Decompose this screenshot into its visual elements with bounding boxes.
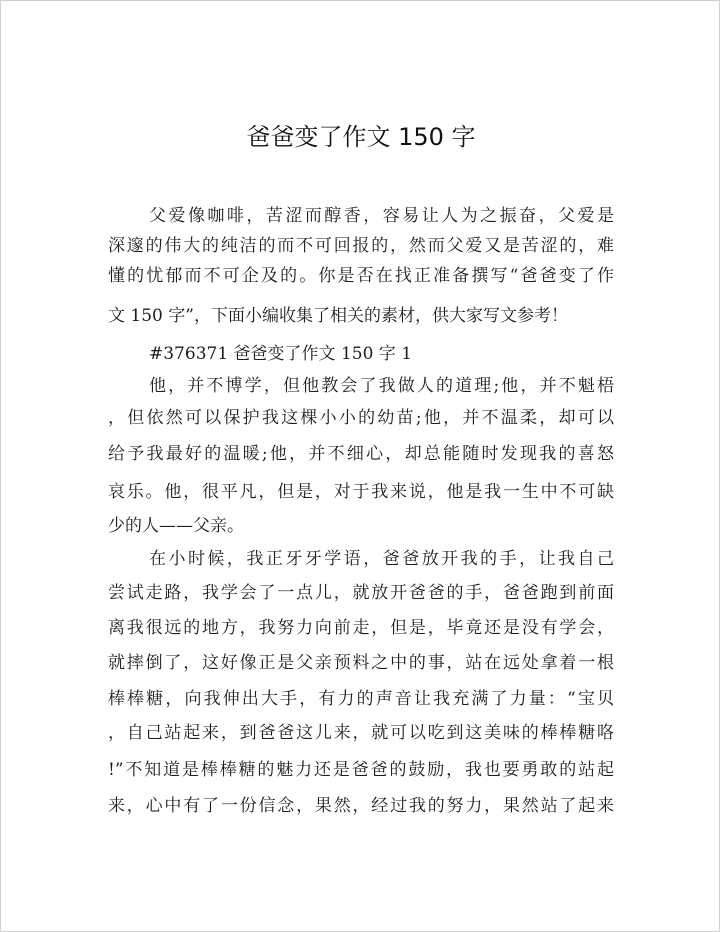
paragraph-line: 懂的忧郁而不可企及的。你是否在找正准备撰写“爸爸变了作 — [108, 266, 614, 286]
section-heading: #376371 爸爸变了作文 150 字 1 — [149, 344, 413, 364]
paragraph-line: 离我很远的地方，我努力向前走，但是，毕竟还是没有学会， — [108, 618, 614, 638]
paragraph-line: ，但依然可以保护我这棵小小的幼苗;他，并不温柔，却可以 — [108, 408, 614, 428]
paragraph-line: 尝试走路，我学会了一点儿，就放开爸爸的手，爸爸跑到前面 — [108, 583, 614, 603]
paragraph-line: 棒棒糖，向我伸出大手，有力的声音让我充满了力量：“宝贝 — [108, 689, 614, 709]
document-title: 爸爸变了作文 150 字 — [246, 123, 476, 151]
paragraph-line: 父爱像咖啡，苦涩而醇香，容易让人为之振奋，父爱是 — [149, 206, 614, 226]
paragraph-line: 哀乐。他，很平凡，但是，对于我来说，他是我一生中不可缺 — [108, 482, 614, 502]
paragraph-line: 深邃的伟大的纯洁的而不可回报的，然而父爱又是苦涩的，难 — [108, 236, 614, 256]
paragraph-line: 少的人——父亲。 — [108, 516, 244, 536]
paragraph-line: !”不知道是棒棒糖的魅力还是爸爸的鼓励，我也要勇敢的站起 — [108, 760, 614, 780]
paragraph-line: 来，心中有了一份信念，果然，经过我的努力，果然站了起来 — [108, 796, 614, 816]
paragraph-line: 给予我最好的温暖;他，并不细心，却总能随时发现我的喜怒 — [108, 444, 614, 464]
paragraph-line: ，自己站起来，到爸爸这儿来，就可以吃到这美味的棒棒糖咯 — [108, 723, 614, 743]
paragraph-line: 在小时候，我正牙牙学语，爸爸放开我的手，让我自己 — [149, 549, 614, 569]
paragraph-line: 他，并不博学，但他教会了我做人的道理;他，并不魁梧 — [149, 376, 614, 396]
paragraph-line: 就摔倒了，这好像正是父亲预料之中的事，站在远处拿着一根 — [108, 653, 614, 673]
paragraph-line: 文 150 字”，下面小编收集了相关的素材，供大家写文参考！ — [108, 306, 568, 326]
